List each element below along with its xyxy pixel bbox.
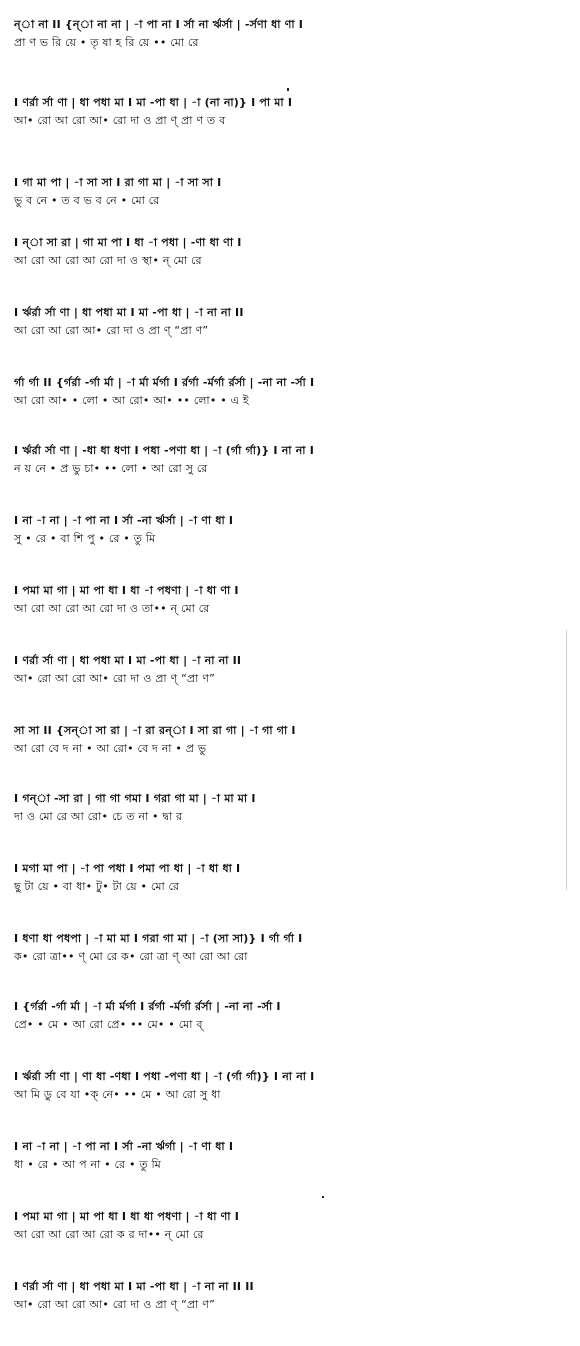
stanza-19 [14,1280,574,1312]
stanza-10 [14,654,574,686]
notation-line: I {র্গর্রা -র্গা র্মা | -া র্মা র্মর্গা I র্রর্গা -র্মর্গা র্রর্সা | -না না -র্সা I [14,1000,281,1013]
notation-line: I পমা মা গা | মা পা ধা I ধা -া পধণা | -া ধা ণা I [14,584,239,597]
lyrics-line: ন য় নে • প্র ভু চা• •• লো • আ রো সু রে [14,462,208,475]
stanza-18 [14,1210,574,1242]
lyrics-line: সু • রে • বা শি পু • রে • তু মি [14,532,156,545]
lyrics-line: আ• রো আ রো আ• রো দা ও প্রা ণ্‌ “প্রা ণ” [14,1298,216,1311]
notation-line: I গা মা পা | -া সা সা I রা গা মা | -া সা সা I [14,176,222,189]
lyrics-line: দা ও মো রে আ রো• চে ত না • দ্বা র [14,810,183,823]
notation-line: I ধণা ধা পধপা | -া মা মা I গরা গা মা | -া (সা সা)} I র্গা র্গা I [14,932,303,945]
notation-line: I র্ঋর্রা র্সা ণা | -ধা ধা ধণা I পধা -পণা ধা | -া (র্গা র্গা)} I না না I [14,444,314,457]
lyrics-line: আ• রো আ রো আ• রো দা ও প্রা ণ্‌ প্রা ণ ত ব [14,114,226,127]
stanza-5 [14,306,574,338]
notation-line: I র্ঋর্রা র্সা ণা | ণা ধা -ণধা I পধা -পণা ধা | -া (র্গা র্গা)} I না না I [14,1070,315,1083]
notation-line: I ণর্রা র্সা ণা | ধা পধা মা I মা -পা ধা | -া না না II [14,654,242,667]
stanza-3 [14,176,574,208]
stanza-17 [14,1140,574,1172]
lyrics-line: আ রো বে দ না • আ রো• বে দ না • প্র ভু [14,742,207,755]
stanza-11 [14,724,574,756]
stanza-1 [14,18,574,50]
lyrics-line: ধা • রে • আ প না • রে • তু মি [14,1158,161,1171]
stanza-15 [14,1000,574,1032]
ink-speck [322,1196,324,1198]
lyrics-line: আ রো আ রো আ রো দা ও তা•• ন্‌ মো রে [14,602,210,615]
lyrics-line: আ রো আ• • লো • আ রো• আ• •• লো• • এ ই [14,394,249,407]
stanza-12 [14,792,574,824]
lyrics-line: আ রো আ রো আ• রো দা ও প্রা ণ্‌ “প্রা ণ” [14,324,209,337]
lyrics-line: ভু ব নে • ত ব ভ ব নে • মো রে [14,194,160,207]
notation-line: I মগা মা পা | -া পা পধা I পমা পা ধা | -া ধা ধা I [14,862,241,875]
scan-margin-line [566,630,567,890]
stanza-4 [14,236,574,268]
notation-line: I ণর্রা র্সা ণা | ধা পধা মা I মা -পা ধা | -া (না না)} I পা মা I [14,96,293,109]
lyrics-line: প্রে• • মে • আ রো প্রে• •• মে• • মো ব্‌ [14,1018,203,1031]
notation-line: I গন্‌া -সা রা | গা গা গমা I গরা গা মা | -া মা মা I [14,792,256,805]
notation-line: I ণর্রা র্সা ণা | ধা পধা মা I মা -পা ধা | -া না না II II [14,1280,254,1293]
notation-line: I র্ঋর্রা র্সা ণা | ধা পধা মা I মা -পা ধা | -া না না II [14,306,244,319]
stanza-14 [14,932,574,964]
notation-line: সা সা II {সন্‌া সা রা | -া রা রন্‌া I সা রা গা | -া গা গা I [14,724,296,737]
notation-line: I ন্‌া সা রা | গা মা পা I ধা -া পধা | -ণা ধা ণা I [14,236,242,249]
lyrics-line: আ রো আ রো আ রো ক র দা•• ন্‌ মো রে [14,1228,204,1241]
lyrics-line: প্রা ণ ভ রি য়ে • তৃ ষা হ রি য়ে •• মো রে [14,36,199,49]
stanza-2 [14,96,574,128]
notation-line: ন্‌া না II {ন্‌া না না | -া পা না I র্সা না র্ঋর্সা | -র্সণা ধা ণা I [14,18,304,31]
notation-line: I পমা মা গা | মা পা ধা I ধা ধা পধণা | -া ধা ণা I [14,1210,239,1223]
stanza-9 [14,584,574,616]
lyrics-line: ক• রো ত্রা•• ণ্‌ মো রে ক• রো ত্রা ণ্‌ আ রো আ রো [14,950,248,963]
lyrics-line: আ মি ডু বে যা •ক্‌ নে• •• মে • আ রো সু ধা [14,1088,221,1101]
stanza-8 [14,514,574,546]
notation-line: র্গা র্গা II {র্গর্রা -র্গা র্মা | -া র্মা র্মর্গা I র্রর্গা -র্মর্গা র্রর্সা | -না না -র্সা I [14,376,315,389]
stanza-7 [14,444,574,476]
stanza-6 [14,376,574,408]
lyrics-line: আ• রো আ রো আ• রো দা ও প্রা ণ্‌ “প্রা ণ” [14,672,216,685]
notation-line: I না -া না | -া পা না I র্সা -না র্ঋর্সা | -া ণা ধা I [14,514,234,527]
stanza-13 [14,862,574,894]
stanza-16 [14,1070,574,1102]
lyrics-line: আ রো আ রো আ রো দা ও স্থা• ন্‌ মো রে [14,254,202,267]
notation-line: I না -া না | -া পা না I র্সা -না র্ঋর্গা | -া ণা ধা I [14,1140,234,1153]
ink-speck [287,88,289,91]
lyrics-line: ছু টা য়ে • বা ধা• টু• টা য়ে • মো রে [14,880,180,893]
